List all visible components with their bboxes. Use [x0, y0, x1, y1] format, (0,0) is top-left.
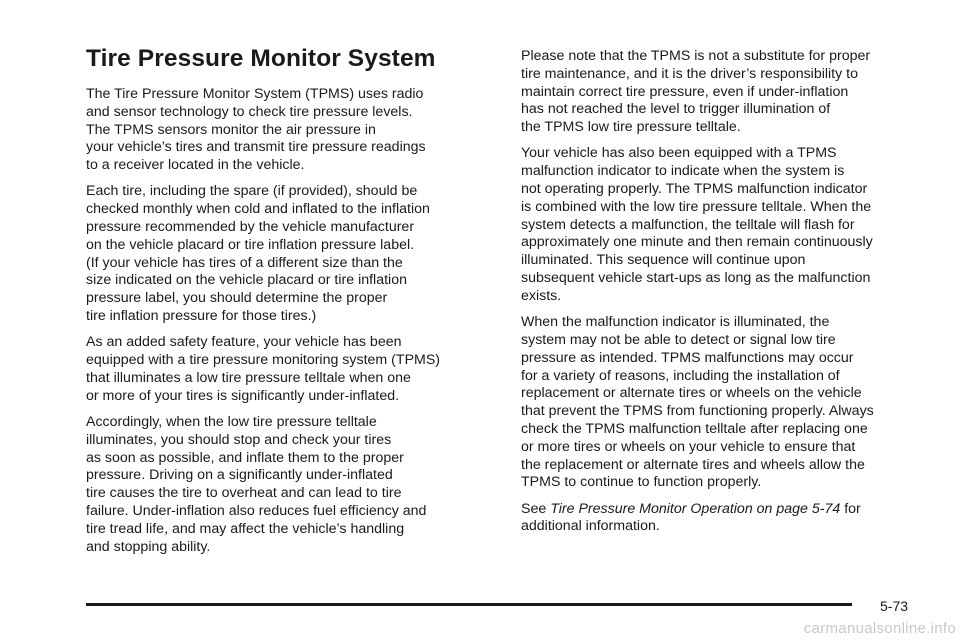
- paragraph-not-substitute: Please note that the TPMS is not a substitute for proper tire maintenance, and it is the driver’s responsibility to maintain correct tire pressure, even if under-inflation has not reached the level to trigger illumination of the TPMS low tire pressure telltale.: [521, 48, 871, 136]
- watermark: carmanualsonline.info: [803, 620, 956, 637]
- paragraph-safety-feature: As an added safety feature, your vehicle has been equipped with a tire pressure monitoring system (TPMS) that illuminates a low tire pressure telltale when one or more of your tires is significantly under-inflated.: [86, 334, 441, 404]
- left-column: [86, 44, 496, 565]
- page-title: Tire Pressure Monitor System: [86, 45, 436, 72]
- paragraph-tpms-intro: The Tire Pressure Monitor System (TPMS) uses radio and sensor technology to check tire pressure levels. The TPMS sensors monitor the air pressure in your vehicle’s tires and transmit tire pressure readings to a receiver located in the vehicle.: [86, 86, 426, 174]
- cross-reference-link[interactable]: Tire Pressure Monitor Operation on page 5-74: [550, 500, 841, 517]
- footer-rule: [86, 603, 852, 606]
- see-also-suffix: for additional information.: [521, 500, 861, 535]
- right-column: [521, 48, 931, 545]
- paragraph-malfunction-indicator: Your vehicle has also been equipped with a TPMS malfunction indicator to indicate when the system is not operating properly. The TPMS malfunction indicator is combined with the low tire pressure telltale. When the system detects a malfunction, the telltale will flash for approximately one minute and then remain continuously illuminated. This sequence will continue upon subsequent vehicle start-ups as long as the malfunction exists.: [521, 145, 873, 304]
- page-number: 5-73: [880, 598, 909, 614]
- paragraph-low-pressure-action: Accordingly, when the low tire pressure telltale illuminates, you should stop and check your tires as soon as possible, and inflate them to the proper pressure. Driving on a significantly under-inflated tire causes the tire to overheat and can lead to tire failure. Under-inflation also reduces fuel efficiency and tire tread life, and may affect the vehicle’s handling and stopping ability.: [86, 414, 427, 555]
- paragraph-monthly-check: Each tire, including the spare (if provided), should be checked monthly when cold and inflated to the inflation pressure recommended by the vehicle manufacturer on the vehicle placard or tire inflation pressure label. (If your vehicle has tires of a different size than the size indicated on the vehicle placard or tire inflation pressure label, you should determine the proper tire inflation pressure for those tires.): [86, 183, 430, 325]
- see-also-prefix: See: [521, 500, 551, 517]
- paragraph-see-also: [521, 501, 931, 537]
- paragraph-malfunction-illuminated: When the malfunction indicator is illuminated, the system may not be able to detect or signal low tire pressure as intended. TPMS malfunctions may occur for a variety of reasons, including the installation of replacement or alternate tires or wheels on the vehicle that prevent the TPMS from functioning properly. Always check the TPMS malfunction telltale after replacing one or more tires or wheels on your vehicle to ensure that the replacement or alternate tires and wheels allow the TPMS to continue to function properly.: [521, 314, 874, 491]
